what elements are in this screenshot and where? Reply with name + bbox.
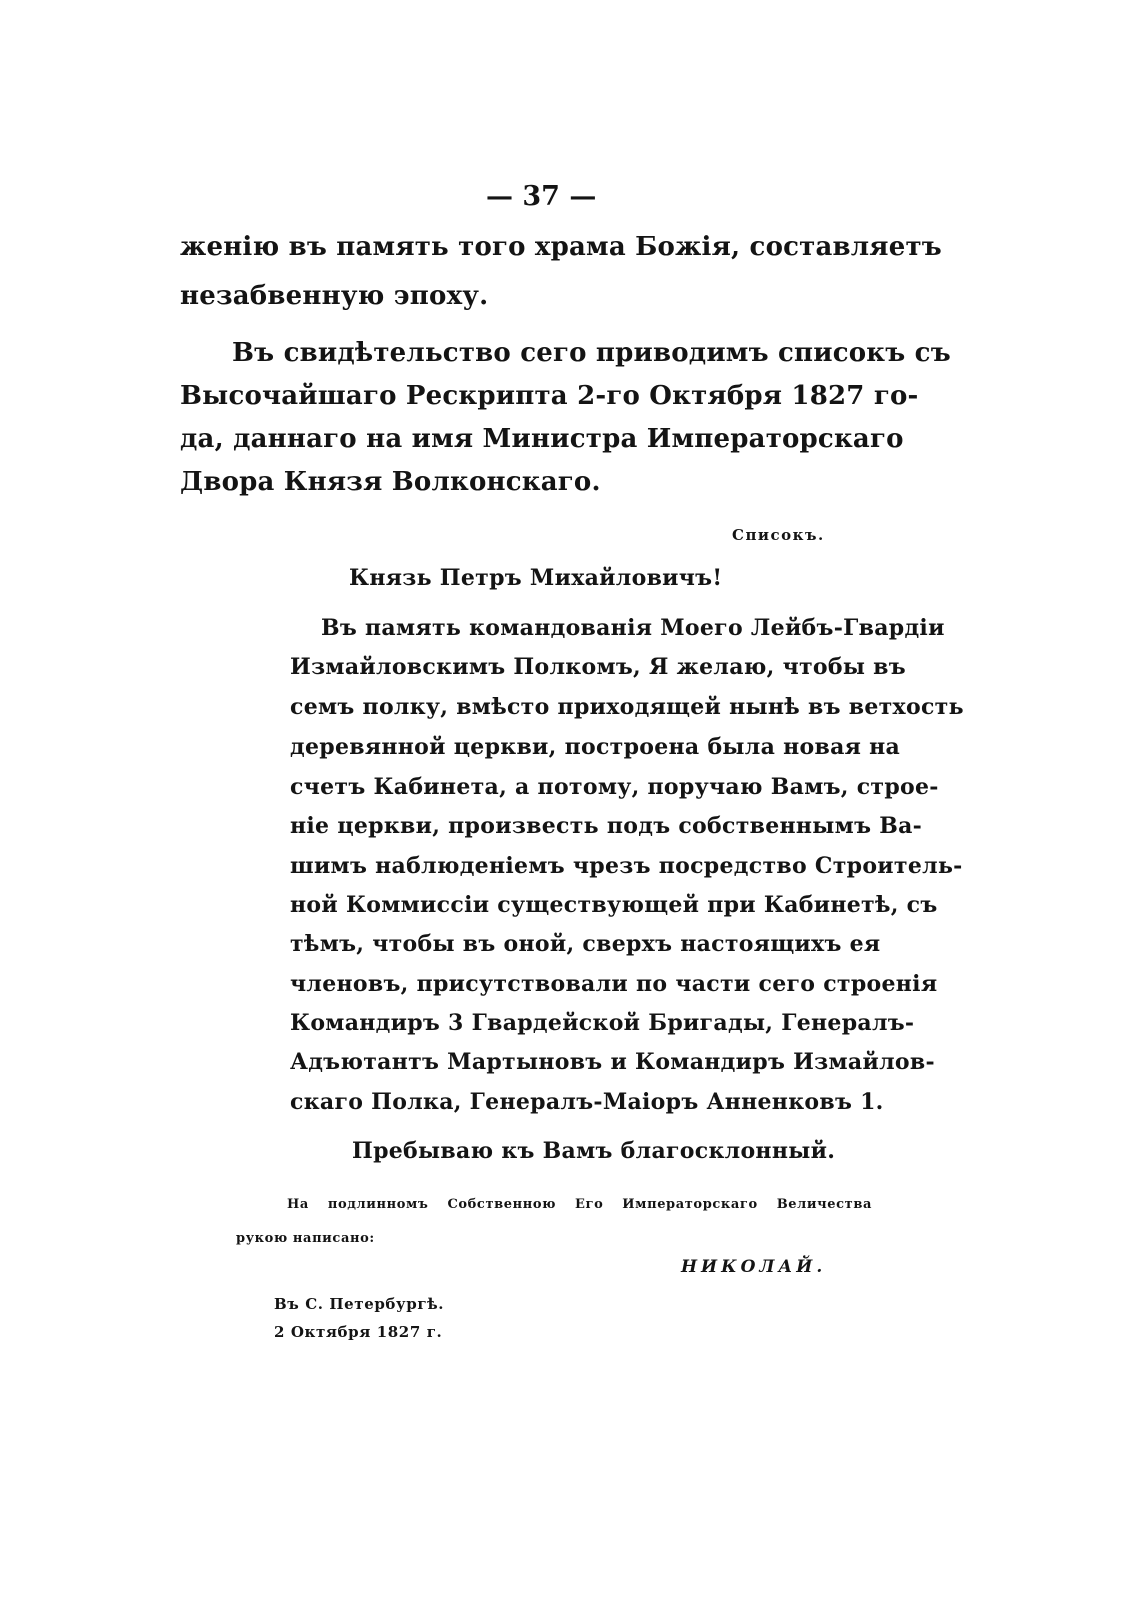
- rescript-line-13: скаго Полка, Генералъ-Маіоръ Анненковъ 1.: [290, 1089, 884, 1115]
- salutation: Князь Петръ Михайловичъ!: [349, 565, 723, 591]
- rescript-line-7: шимъ наблюденіемъ чрезъ посредство Строитель-: [290, 853, 963, 879]
- testimony-line-4: Двора Князя Волконскаго.: [180, 467, 601, 497]
- testimony-line-3: да, даннаго на имя Министра Императорскаго: [180, 424, 904, 454]
- place: Въ С. Петербургѣ.: [274, 1295, 445, 1313]
- rescript-line-3: семъ полку, вмѣсто приходящей нынѣ въ ветхость: [290, 694, 964, 720]
- intro-line-2: незабвенную эпоху.: [180, 281, 489, 311]
- original-note-line-2: рукою написано:: [236, 1231, 375, 1246]
- signature: НИКОЛАЙ.: [681, 1257, 827, 1277]
- rescript-line-1: Въ память командованія Моего Лейбъ-Гвардіи: [321, 615, 945, 641]
- rescript-line-9: тѣмъ, чтобы въ оной, сверхъ настоящихъ ея: [290, 931, 881, 957]
- page-number: — 37 —: [486, 181, 597, 212]
- original-note-line-1: На подлинномъ Собственною Его Императорскаго Величества: [287, 1197, 872, 1212]
- rescript-line-11: Командиръ 3 Гвардейской Бригады, Генералъ-: [290, 1010, 915, 1036]
- intro-line-1: женію въ память того храма Божія, составляетъ: [180, 232, 942, 262]
- closing: Пребываю къ Вамъ благосклонный.: [352, 1138, 836, 1164]
- testimony-line-2: Высочайшаго Рескрипта 2-го Октября 1827 го-: [180, 381, 919, 411]
- date: 2 Октября 1827 г.: [274, 1323, 443, 1341]
- rescript-line-12: Адъютантъ Мартыновъ и Командиръ Измайлов-: [290, 1049, 935, 1075]
- rescript-line-2: Измайловскимъ Полкомъ, Я желаю, чтобы въ: [290, 654, 906, 680]
- rescript-line-4: деревянной церкви, построена была новая на: [290, 734, 901, 760]
- rescript-line-5: счетъ Кабинета, а потому, поручаю Вамъ, строе-: [290, 774, 939, 800]
- rescript-line-6: ніе церкви, произвесть подъ собственнымъ Ва-: [290, 813, 923, 839]
- testimony-line-1: Въ свидѣтельство сего приводимъ списокъ съ: [232, 338, 951, 368]
- rescript-line-8: ной Коммиссіи существующей при Кабинетѣ, съ: [290, 892, 938, 918]
- copy-label: Списокъ.: [732, 526, 825, 544]
- rescript-line-10: членовъ, присутствовали по части сего строенія: [290, 971, 938, 997]
